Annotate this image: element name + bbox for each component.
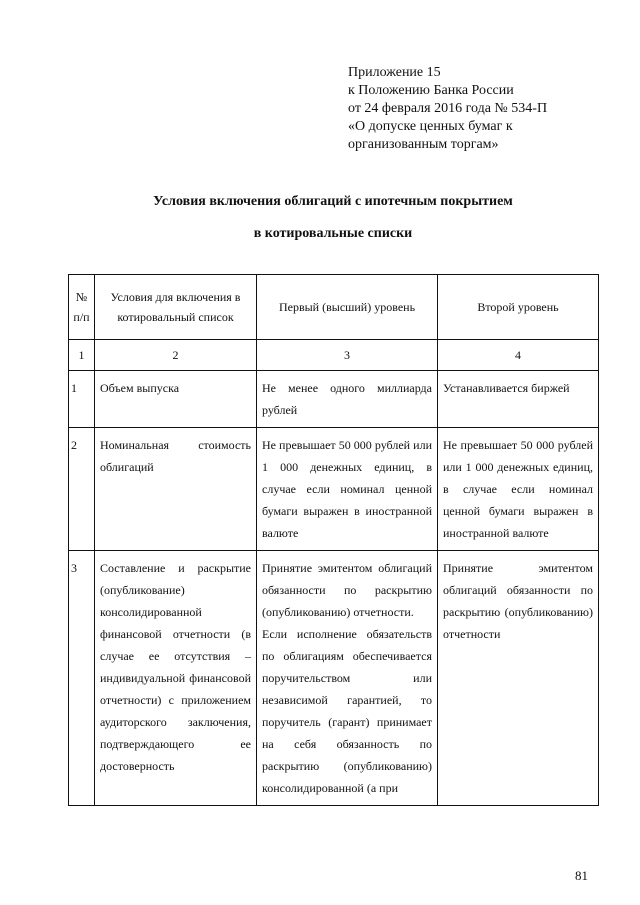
- table-row: [69, 371, 599, 428]
- document-title: [60, 194, 606, 258]
- page-number: 81: [575, 868, 588, 883]
- row-level1: [257, 551, 438, 806]
- column-number: 2: [95, 340, 257, 371]
- title-line-2: в котировальные списки: [253, 226, 413, 241]
- row-number: 1: [69, 371, 95, 428]
- row-level2: Не превышает 50 000 рублей или 1 000 денежных единиц, в случае если номинал ценной бумаги выражен в иностранной валюте: [438, 428, 599, 551]
- conditions-table: [68, 274, 599, 806]
- appendix-line: организованным торгам»: [348, 137, 499, 152]
- header-number: № п/п: [69, 275, 95, 340]
- appendix-line: «О допуске ценных бумаг к: [348, 119, 513, 134]
- row-condition: Объем выпуска: [95, 371, 257, 428]
- header-level2: Второй уровень: [438, 275, 599, 340]
- row-number: 3: [69, 551, 95, 806]
- header-condition: Условия для включения в котировальный список: [95, 275, 257, 340]
- row-level2: Устанавливается биржей: [438, 371, 599, 428]
- appendix-line: Приложение 15: [348, 65, 441, 80]
- header-level1: Первый (высший) уровень: [257, 275, 438, 340]
- table-header-row: [69, 275, 599, 340]
- appendix-line: от 24 февраля 2016 года № 534-П: [348, 101, 548, 116]
- row-level1: Не менее одного миллиарда рублей: [257, 371, 438, 428]
- appendix-line: к Положению Банка России: [348, 83, 514, 98]
- column-number: 1: [69, 340, 95, 371]
- appendix-header: [348, 64, 628, 154]
- column-number-row: [69, 340, 599, 371]
- row-number: 2: [69, 428, 95, 551]
- row-level2: Принятие эмитентом облигаций обязанности по раскрытию (опубликованию) отчетности: [438, 551, 599, 806]
- table-row: [69, 551, 599, 806]
- row-condition: Номинальная стоимость облигаций: [95, 428, 257, 551]
- row-level1-paragraph: Принятие эмитентом облигаций обязанности по раскрытию (опубликованию) отчетности.: [262, 561, 432, 619]
- table-row: [69, 428, 599, 551]
- row-level1-paragraph: Если исполнение обязательств по облигациям обеспечивается поручительством или независимой гарантией, то поручитель (гарант) принимает на себя обязанность по раскрытию (опубликованию) консолидированной (а при: [262, 627, 432, 795]
- title-line-1: Условия включения облигаций с ипотечным покрытием: [153, 194, 513, 209]
- row-level1: Не превышает 50 000 рублей или 1 000 денежных единиц, в случае если номинал ценной бумаги выражен в иностранной валюте: [257, 428, 438, 551]
- column-number: 3: [257, 340, 438, 371]
- column-number: 4: [438, 340, 599, 371]
- row-condition: Составление и раскрытие (опубликование) консолидированной финансовой отчетности (в случае ее отсутствия – индивидуальной финансовой отчетности) с приложением аудиторского заключения, подтверждающего ее достоверность: [95, 551, 257, 806]
